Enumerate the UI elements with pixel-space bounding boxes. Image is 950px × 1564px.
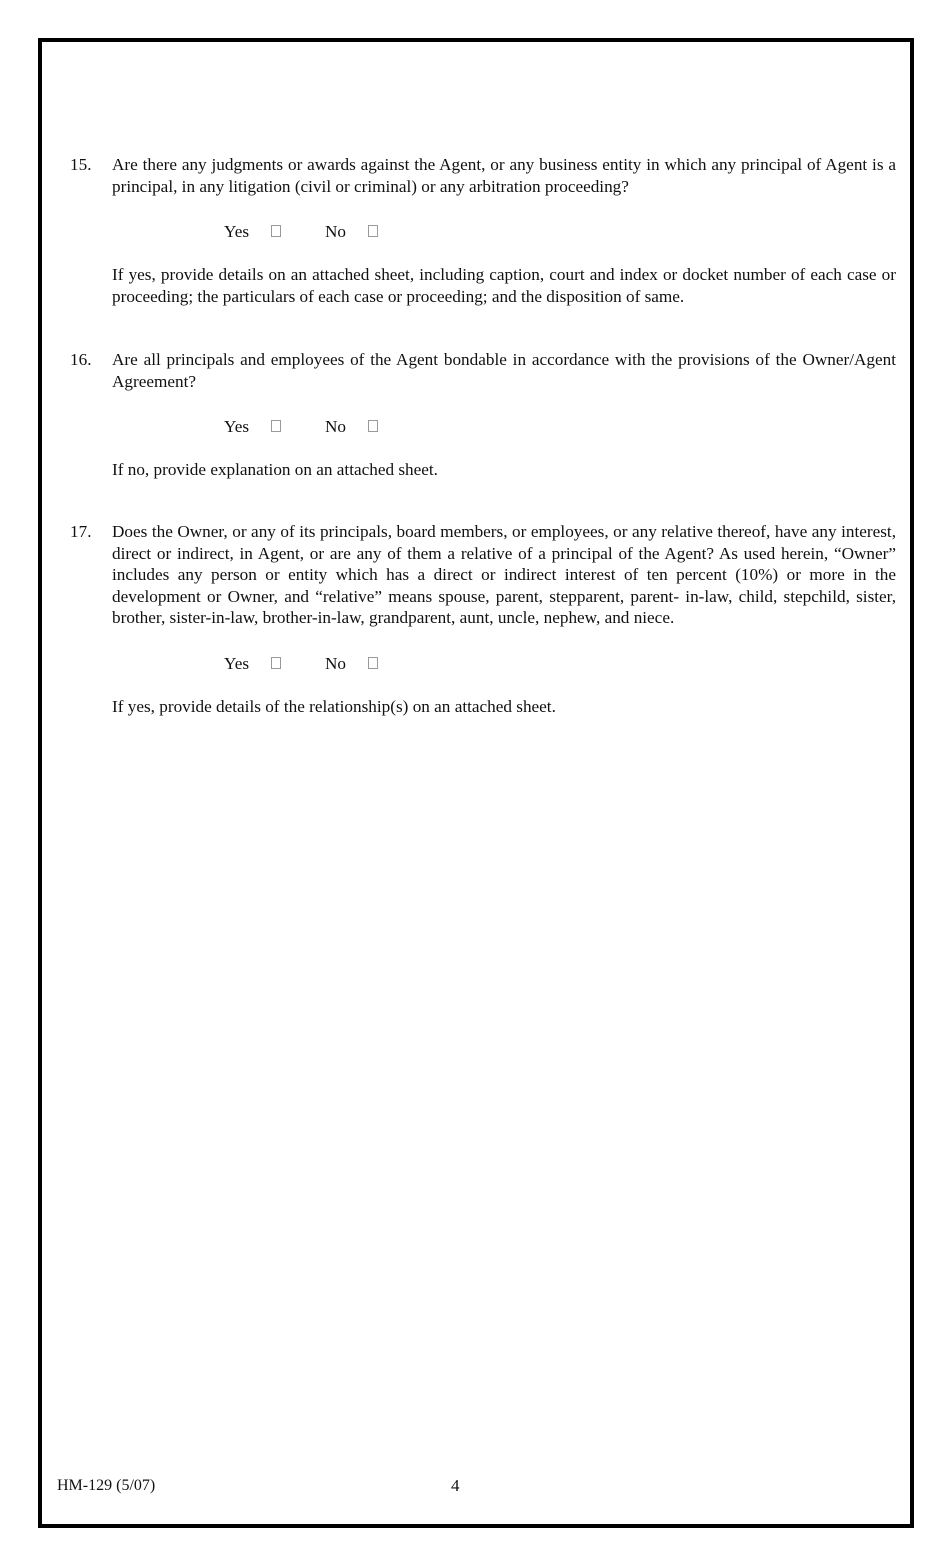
yes-checkbox[interactable] — [271, 657, 281, 669]
yes-checkbox[interactable] — [271, 420, 281, 432]
no-label: No — [325, 653, 347, 673]
followup-instruction: If yes, provide details of the relationship(s) on an attached sheet. — [112, 696, 556, 716]
question-number: 17. — [70, 522, 92, 541]
question-number: 16. — [70, 350, 92, 369]
question-text: Does the Owner, or any of its principals, board members, or employees, or any relative thereof, have any interest, direct or indirect, in Agent, or are any of them a relative of a principal of the Agent? As used herein, “Owner” includes any person or entity which has a direct or indirect interest of ten percent (10%) or more in the development or Owner, and “relative” means spouse, parent, stepparent, parent- in-law, child, stepchild, sister, brother, sister-in-law, brother-in-law, grandparent, aunt, uncle, nephew, and niece. — [112, 522, 896, 627]
question-17 — [70, 521, 896, 717]
question-16 — [70, 349, 896, 481]
no-label: No — [325, 222, 347, 242]
question-text: Are all principals and employees of the Agent bondable in accordance with the provisions of the Owner/Agent Agreement? — [112, 350, 896, 391]
question-number: 15. — [70, 155, 92, 174]
yes-label: Yes — [224, 222, 250, 242]
yes-label: Yes — [224, 417, 250, 437]
no-label: No — [325, 417, 347, 437]
yes-checkbox[interactable] — [271, 225, 281, 237]
no-checkbox[interactable] — [368, 420, 378, 432]
followup-instruction: If no, provide explanation on an attached sheet. — [112, 460, 438, 479]
answer-row — [224, 653, 896, 675]
yes-label: Yes — [224, 653, 250, 673]
followup-instruction: If yes, provide details on an attached sheet, including caption, court and index or docket number of each case or proceeding; the particulars of each case or proceeding; and the disposition of same. — [112, 265, 896, 306]
form-id: HM-129 (5/07) — [57, 1477, 156, 1494]
answer-row — [224, 416, 896, 438]
question-15 — [70, 154, 896, 307]
no-checkbox[interactable] — [368, 657, 378, 669]
answer-row — [224, 221, 896, 243]
question-text: Are there any judgments or awards against the Agent, or any business entity in which any principal of Agent is a principal, in any litigation (civil or criminal) or any arbitration proceeding? — [112, 155, 896, 196]
no-checkbox[interactable] — [368, 225, 378, 237]
page-number: 4 — [451, 1476, 460, 1495]
